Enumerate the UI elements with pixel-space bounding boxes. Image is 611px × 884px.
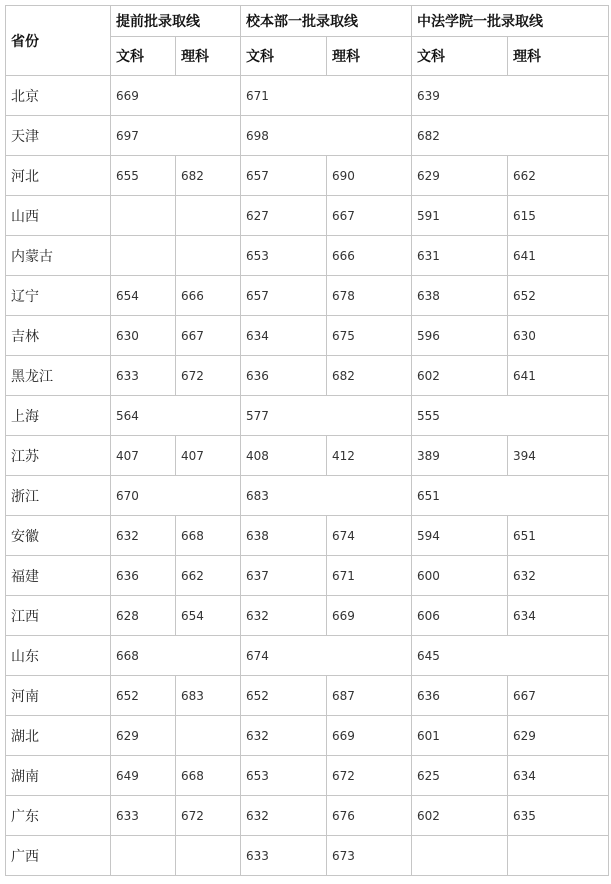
table-row <box>6 436 609 476</box>
province-cell: 吉林 <box>6 316 111 356</box>
early-science-score-cell: 668 <box>176 756 241 796</box>
early-science-header: 理科 <box>176 37 241 76</box>
main-science-score-cell: 671 <box>327 556 412 596</box>
early-arts-score-cell: 655 <box>111 156 176 196</box>
table-row <box>6 396 609 436</box>
early-arts-score-cell: 654 <box>111 276 176 316</box>
sino-science-score-cell: 632 <box>508 556 609 596</box>
early-arts-score-cell <box>111 236 176 276</box>
table-row <box>6 596 609 636</box>
main-arts-score-cell: 638 <box>241 516 327 556</box>
main-arts-score-cell: 657 <box>241 276 327 316</box>
table-row <box>6 676 609 716</box>
early-science-score-cell: 683 <box>176 676 241 716</box>
table-row <box>6 476 609 516</box>
sino-arts-score-cell: 596 <box>412 316 508 356</box>
early-science-score-cell: 654 <box>176 596 241 636</box>
main-campus-header: 校本部一批录取线 <box>241 6 412 37</box>
early-arts-score-cell: 629 <box>111 716 176 756</box>
main-arts-score-cell: 657 <box>241 156 327 196</box>
early-arts-score-cell: 407 <box>111 436 176 476</box>
main-science-score-cell: 669 <box>327 596 412 636</box>
main-score-cell: 671 <box>241 76 412 116</box>
main-score-cell: 577 <box>241 396 412 436</box>
table-row <box>6 316 609 356</box>
sino-arts-score-cell: 636 <box>412 676 508 716</box>
table-row <box>6 716 609 756</box>
sino-arts-header: 文科 <box>412 37 508 76</box>
early-science-score-cell: 662 <box>176 556 241 596</box>
main-arts-score-cell: 632 <box>241 716 327 756</box>
main-arts-score-cell: 632 <box>241 796 327 836</box>
province-cell: 福建 <box>6 556 111 596</box>
main-arts-score-cell: 653 <box>241 756 327 796</box>
main-score-cell: 698 <box>241 116 412 156</box>
early-arts-score-cell: 633 <box>111 796 176 836</box>
table-row <box>6 356 609 396</box>
sino-science-score-cell: 630 <box>508 316 609 356</box>
main-arts-score-cell: 627 <box>241 196 327 236</box>
main-science-score-cell: 667 <box>327 196 412 236</box>
table-row <box>6 836 609 876</box>
main-arts-score-cell: 634 <box>241 316 327 356</box>
province-cell: 湖北 <box>6 716 111 756</box>
main-science-score-cell: 666 <box>327 236 412 276</box>
main-science-header: 理科 <box>327 37 412 76</box>
main-science-score-cell: 687 <box>327 676 412 716</box>
table-row <box>6 116 609 156</box>
sino-arts-score-cell: 600 <box>412 556 508 596</box>
early-score-cell: 564 <box>111 396 241 436</box>
main-score-cell: 683 <box>241 476 412 516</box>
main-arts-score-cell: 652 <box>241 676 327 716</box>
table-row <box>6 156 609 196</box>
main-science-score-cell: 690 <box>327 156 412 196</box>
province-cell: 山东 <box>6 636 111 676</box>
sino-science-score-cell: 634 <box>508 756 609 796</box>
sino-science-score-cell: 651 <box>508 516 609 556</box>
sino-science-score-cell: 629 <box>508 716 609 756</box>
main-science-score-cell: 674 <box>327 516 412 556</box>
province-cell: 北京 <box>6 76 111 116</box>
early-batch-header: 提前批录取线 <box>111 6 241 37</box>
table-row <box>6 196 609 236</box>
province-cell: 江西 <box>6 596 111 636</box>
main-science-score-cell: 675 <box>327 316 412 356</box>
early-science-score-cell: 407 <box>176 436 241 476</box>
sino-arts-score-cell: 594 <box>412 516 508 556</box>
main-arts-score-cell: 636 <box>241 356 327 396</box>
early-arts-score-cell: 630 <box>111 316 176 356</box>
early-arts-header: 文科 <box>111 37 176 76</box>
province-cell: 辽宁 <box>6 276 111 316</box>
sino-science-score-cell: 667 <box>508 676 609 716</box>
sino-score-cell: 639 <box>412 76 609 116</box>
main-science-score-cell: 673 <box>327 836 412 876</box>
main-arts-score-cell: 632 <box>241 596 327 636</box>
main-arts-score-cell: 633 <box>241 836 327 876</box>
province-cell: 安徽 <box>6 516 111 556</box>
sino-arts-score-cell: 606 <box>412 596 508 636</box>
early-arts-score-cell: 652 <box>111 676 176 716</box>
main-science-score-cell: 682 <box>327 356 412 396</box>
sino-score-cell: 645 <box>412 636 609 676</box>
early-arts-score-cell <box>111 836 176 876</box>
province-cell: 广东 <box>6 796 111 836</box>
table-row <box>6 556 609 596</box>
sino-science-score-cell: 641 <box>508 356 609 396</box>
early-science-score-cell: 666 <box>176 276 241 316</box>
early-arts-score-cell: 628 <box>111 596 176 636</box>
early-science-score-cell <box>176 716 241 756</box>
sino-science-score-cell: 662 <box>508 156 609 196</box>
sino-science-score-cell: 615 <box>508 196 609 236</box>
sino-science-header: 理科 <box>508 37 609 76</box>
sino-science-score-cell: 634 <box>508 596 609 636</box>
sino-science-score-cell: 394 <box>508 436 609 476</box>
sino-arts-score-cell: 601 <box>412 716 508 756</box>
early-score-cell: 669 <box>111 76 241 116</box>
early-score-cell: 697 <box>111 116 241 156</box>
sino-science-score-cell <box>508 836 609 876</box>
province-cell: 黑龙江 <box>6 356 111 396</box>
sino-science-score-cell: 641 <box>508 236 609 276</box>
main-score-cell: 674 <box>241 636 412 676</box>
sino-science-score-cell: 652 <box>508 276 609 316</box>
early-science-score-cell: 667 <box>176 316 241 356</box>
table-row <box>6 76 609 116</box>
early-arts-score-cell: 636 <box>111 556 176 596</box>
province-cell: 河南 <box>6 676 111 716</box>
sino-arts-score-cell: 591 <box>412 196 508 236</box>
early-science-score-cell: 682 <box>176 156 241 196</box>
table-row <box>6 796 609 836</box>
sino-science-score-cell: 635 <box>508 796 609 836</box>
sino-score-cell: 555 <box>412 396 609 436</box>
early-arts-score-cell: 649 <box>111 756 176 796</box>
sino-arts-score-cell: 638 <box>412 276 508 316</box>
early-arts-score-cell: 632 <box>111 516 176 556</box>
early-score-cell: 670 <box>111 476 241 516</box>
province-header: 省份 <box>6 6 111 76</box>
admission-score-table <box>5 5 609 876</box>
sino-arts-score-cell: 602 <box>412 356 508 396</box>
main-science-score-cell: 412 <box>327 436 412 476</box>
main-arts-score-cell: 653 <box>241 236 327 276</box>
main-arts-header: 文科 <box>241 37 327 76</box>
main-science-score-cell: 676 <box>327 796 412 836</box>
table-row <box>6 276 609 316</box>
province-cell: 湖南 <box>6 756 111 796</box>
sino-french-header: 中法学院一批录取线 <box>412 6 609 37</box>
early-score-cell: 668 <box>111 636 241 676</box>
table-row <box>6 636 609 676</box>
early-arts-score-cell <box>111 196 176 236</box>
early-science-score-cell: 668 <box>176 516 241 556</box>
province-cell: 广西 <box>6 836 111 876</box>
table-row <box>6 516 609 556</box>
early-science-score-cell: 672 <box>176 356 241 396</box>
province-cell: 内蒙古 <box>6 236 111 276</box>
early-science-score-cell: 672 <box>176 796 241 836</box>
province-cell: 上海 <box>6 396 111 436</box>
early-arts-score-cell: 633 <box>111 356 176 396</box>
table-row <box>6 236 609 276</box>
province-cell: 山西 <box>6 196 111 236</box>
table-row <box>6 756 609 796</box>
province-cell: 江苏 <box>6 436 111 476</box>
province-cell: 浙江 <box>6 476 111 516</box>
sino-arts-score-cell: 631 <box>412 236 508 276</box>
province-cell: 河北 <box>6 156 111 196</box>
sino-arts-score-cell: 602 <box>412 796 508 836</box>
sino-score-cell: 682 <box>412 116 609 156</box>
sino-arts-score-cell: 625 <box>412 756 508 796</box>
table-body <box>6 76 609 876</box>
main-science-score-cell: 672 <box>327 756 412 796</box>
sino-arts-score-cell <box>412 836 508 876</box>
main-arts-score-cell: 637 <box>241 556 327 596</box>
early-science-score-cell <box>176 196 241 236</box>
early-science-score-cell <box>176 836 241 876</box>
header-group-row <box>6 6 609 37</box>
sino-score-cell: 651 <box>412 476 609 516</box>
early-science-score-cell <box>176 236 241 276</box>
main-arts-score-cell: 408 <box>241 436 327 476</box>
sino-arts-score-cell: 629 <box>412 156 508 196</box>
main-science-score-cell: 669 <box>327 716 412 756</box>
sino-arts-score-cell: 389 <box>412 436 508 476</box>
main-science-score-cell: 678 <box>327 276 412 316</box>
province-cell: 天津 <box>6 116 111 156</box>
